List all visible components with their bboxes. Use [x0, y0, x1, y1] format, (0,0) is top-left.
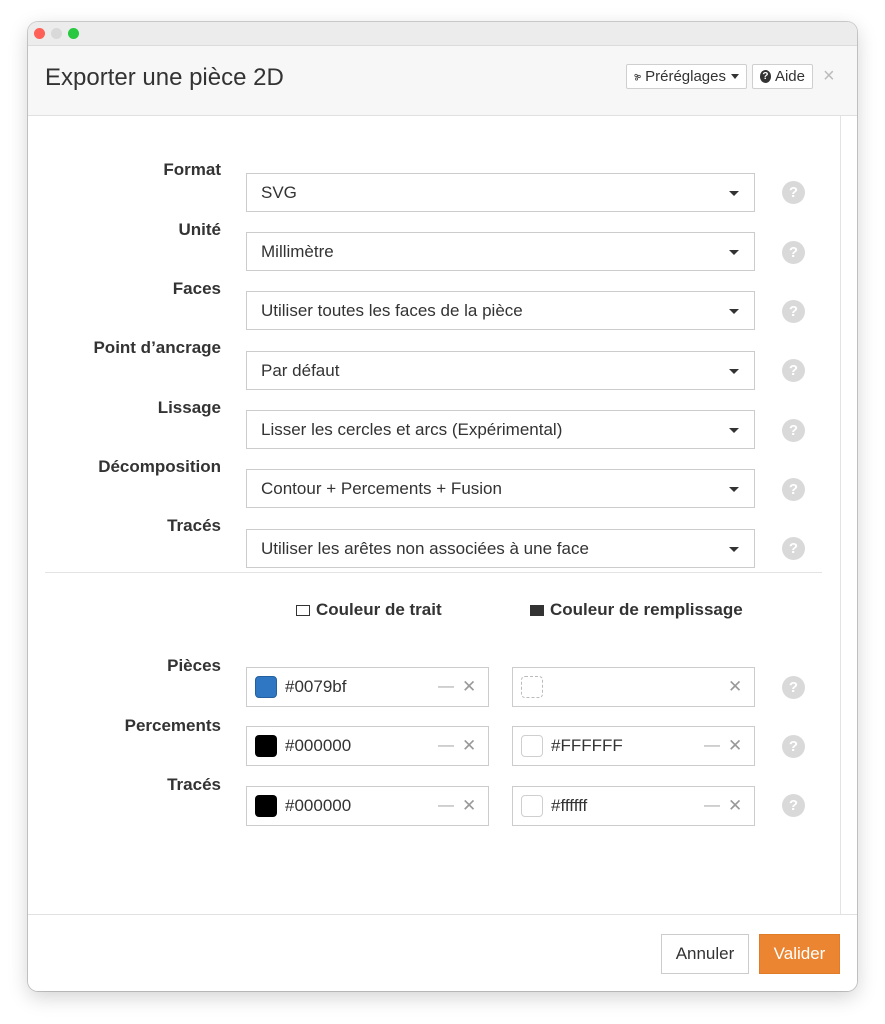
window-close-light[interactable]	[34, 28, 45, 39]
pieces-fill-swatch[interactable]	[521, 676, 543, 698]
smoothing-select[interactable]	[246, 410, 755, 449]
faces-select[interactable]	[246, 291, 755, 330]
percements-fill-color-field[interactable]	[512, 726, 755, 766]
anchor-select[interactable]	[246, 351, 755, 390]
percements-fill-swatch[interactable]	[521, 735, 543, 757]
faces-value: Utiliser toutes les faces de la pièce	[261, 301, 523, 320]
percements-help-icon[interactable]: ?	[782, 735, 805, 758]
percements-stroke-color-field[interactable]	[246, 726, 489, 766]
paths-label: Tracés	[167, 516, 221, 535]
dialog-title: Exporter une pièce 2D	[45, 64, 284, 91]
smoothing-value: Lisser les cercles et arcs (Expérimental)	[261, 420, 563, 439]
dialog-body	[28, 116, 840, 914]
traces-stroke-swatch[interactable]	[255, 795, 277, 817]
window-titlebar	[28, 22, 857, 46]
decomposition-value: Contour + Percements + Fusion	[261, 479, 502, 498]
pieces-label: Pièces	[167, 656, 221, 675]
unit-value: Millimètre	[261, 242, 334, 261]
percements-stroke-value[interactable]: #000000	[285, 736, 352, 755]
clear-icon[interactable]: ✕	[728, 796, 743, 815]
presets-button[interactable]	[626, 64, 747, 89]
paths-select[interactable]	[246, 529, 755, 568]
dialog-header	[28, 46, 857, 116]
unit-help-icon[interactable]: ?	[782, 241, 805, 264]
percements-fill-value[interactable]: #FFFFFF	[551, 736, 623, 755]
pieces-stroke-value[interactable]: #0079bf	[285, 677, 347, 696]
chevron-down-icon	[731, 74, 739, 79]
paths-help-icon[interactable]: ?	[782, 537, 805, 560]
traces-fill-value[interactable]: #ffffff	[551, 796, 588, 815]
percements-label: Percements	[124, 716, 221, 735]
help-button[interactable]	[752, 64, 813, 89]
export-dialog-window	[28, 22, 857, 991]
minus-icon[interactable]: —	[438, 797, 454, 814]
minus-icon[interactable]: —	[438, 737, 454, 754]
chevron-down-icon	[729, 191, 739, 196]
pieces-fill-color-field[interactable]	[512, 667, 755, 707]
stroke-color-header	[296, 600, 442, 620]
pieces-stroke-color-field[interactable]	[246, 667, 489, 707]
minus-icon[interactable]: —	[704, 797, 720, 814]
decomposition-label: Décomposition	[98, 457, 221, 476]
question-circle-icon: ?	[760, 70, 771, 83]
clear-icon[interactable]: ✕	[728, 677, 743, 696]
minus-icon[interactable]: —	[438, 678, 454, 695]
anchor-label: Point d’ancrage	[93, 338, 221, 357]
dialog-footer	[28, 914, 857, 991]
traces-fill-color-field[interactable]	[512, 786, 755, 826]
anchor-help-icon[interactable]: ?	[782, 359, 805, 382]
clear-icon[interactable]: ✕	[462, 796, 477, 815]
section-divider	[45, 572, 822, 573]
format-select[interactable]	[246, 173, 755, 212]
chevron-down-icon	[729, 369, 739, 374]
faces-help-icon[interactable]: ?	[782, 300, 805, 323]
confirm-button[interactable]: Valider	[759, 934, 840, 974]
chevron-down-icon	[729, 309, 739, 314]
stroke-color-header-label: Couleur de trait	[316, 600, 442, 619]
smoothing-label: Lissage	[157, 398, 221, 417]
unit-label: Unité	[178, 220, 221, 239]
fill-color-header	[530, 600, 743, 620]
clear-icon[interactable]: ✕	[728, 736, 743, 755]
fill-square-icon	[530, 605, 544, 616]
decomposition-select[interactable]	[246, 469, 755, 508]
anchor-value: Par défaut	[261, 361, 340, 380]
fill-color-header-label: Couleur de remplissage	[550, 600, 743, 619]
chevron-down-icon	[729, 428, 739, 433]
window-minimize-light[interactable]	[51, 28, 62, 39]
close-icon[interactable]: ×	[823, 65, 835, 87]
clear-icon[interactable]: ✕	[462, 736, 477, 755]
scrollbar-track[interactable]	[840, 116, 841, 914]
format-help-icon[interactable]: ?	[782, 181, 805, 204]
format-value: SVG	[261, 183, 297, 202]
format-label: Format	[163, 160, 221, 179]
chevron-down-icon	[729, 487, 739, 492]
smoothing-help-icon[interactable]: ?	[782, 419, 805, 442]
traces-fill-swatch[interactable]	[521, 795, 543, 817]
minus-icon[interactable]: —	[704, 737, 720, 754]
window-zoom-light[interactable]	[68, 28, 79, 39]
pieces-help-icon[interactable]: ?	[782, 676, 805, 699]
help-label: Aide	[774, 68, 805, 85]
cancel-button[interactable]: Annuler	[661, 934, 749, 974]
traces-label: Tracés	[167, 775, 221, 794]
traces-stroke-color-field[interactable]	[246, 786, 489, 826]
presets-icon	[634, 70, 641, 84]
pieces-stroke-swatch[interactable]	[255, 676, 277, 698]
paths-value: Utiliser les arêtes non associées à une face	[261, 539, 589, 558]
unit-select[interactable]	[246, 232, 755, 271]
faces-label: Faces	[172, 279, 221, 298]
traces-stroke-value[interactable]: #000000	[285, 796, 352, 815]
clear-icon[interactable]: ✕	[462, 677, 477, 696]
chevron-down-icon	[729, 547, 739, 552]
decomposition-help-icon[interactable]: ?	[782, 478, 805, 501]
chevron-down-icon	[729, 250, 739, 255]
stroke-square-icon	[296, 605, 310, 616]
percements-stroke-swatch[interactable]	[255, 735, 277, 757]
presets-label: Préréglages	[645, 68, 726, 85]
traces-help-icon[interactable]: ?	[782, 794, 805, 817]
